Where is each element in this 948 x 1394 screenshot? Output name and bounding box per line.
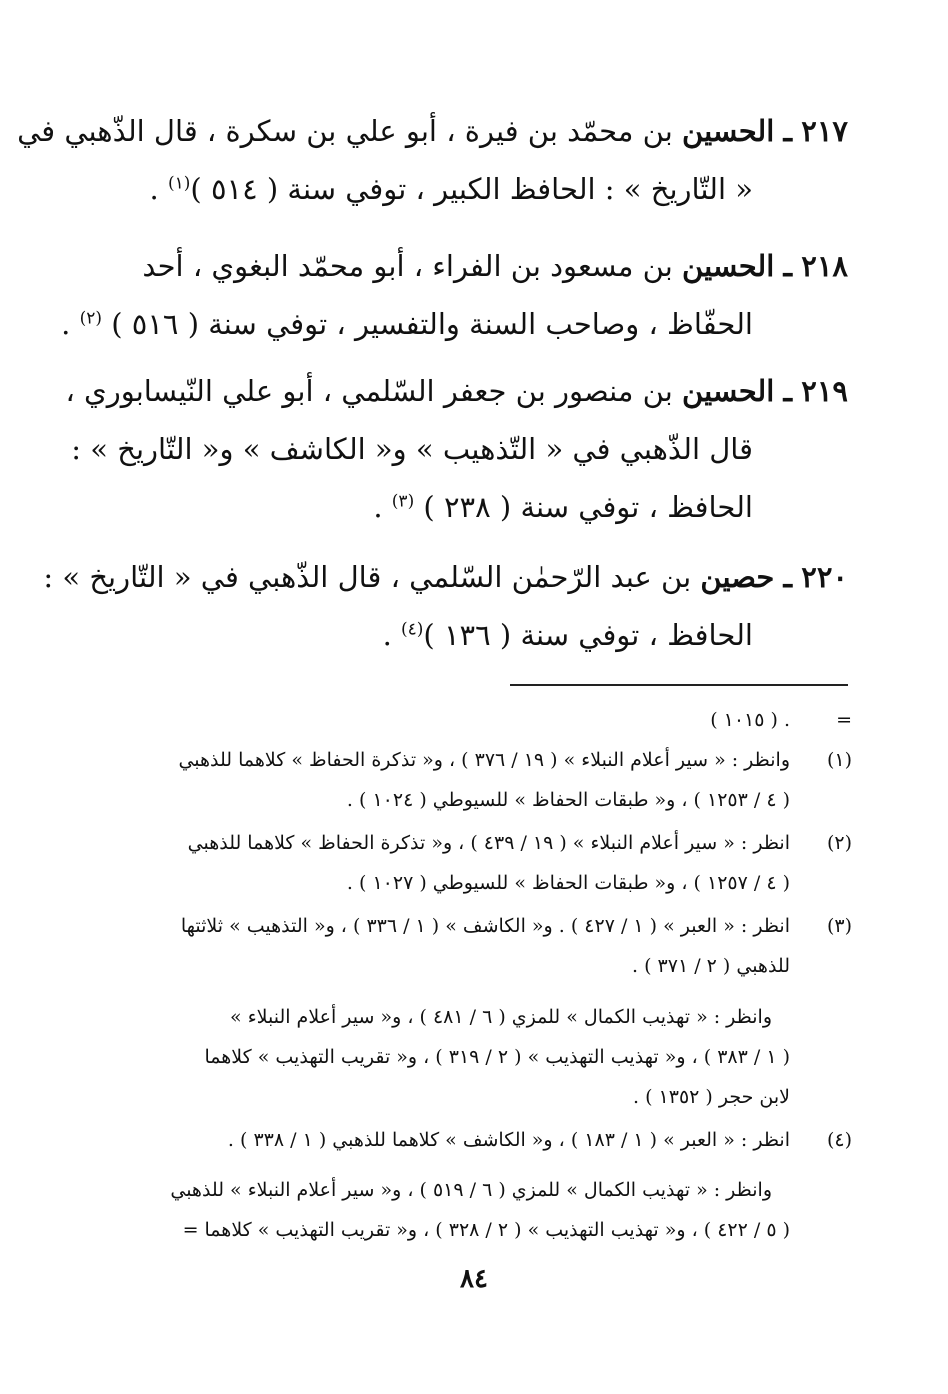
footnote: [92, 1120, 852, 1160]
footnote: [92, 906, 852, 986]
footnote-text: . ( ١٠١٥ ): [710, 709, 790, 731]
footnote-line: [92, 1037, 852, 1077]
footnote-ref: (٢): [79, 308, 102, 329]
footnote-line: [92, 906, 852, 946]
biography-entry: [17, 102, 848, 218]
footnote-paragraph: [92, 997, 852, 1117]
entry-dash: ـ: [783, 249, 793, 283]
entry-dash: ـ: [783, 560, 793, 594]
biography-entry: [61, 237, 848, 353]
footnote: [92, 740, 852, 820]
footnote-mark: (٢): [826, 832, 852, 854]
entry-tail: .: [373, 490, 383, 524]
footnote-continuation: [92, 700, 852, 740]
entry-number: ٢١٧: [801, 114, 848, 148]
footnote-text: انظر : « العبر » ( ١ / ٤٢٧ ) . و« الكاشف » ( ١ / ٣٣٦ ) ، و« التذهيب » ثلاثتها: [180, 915, 790, 937]
biography-entry: [65, 362, 848, 536]
footnote-line: [92, 1170, 852, 1210]
footnote-ref: (٣): [391, 491, 415, 512]
footnote-line: [92, 997, 852, 1037]
entry-text: بن محمّد بن فيرة ، أبو علي بن سكرة ، قال الذّهبي في: [17, 114, 673, 148]
entry-text: بن عبد الرّحمٰن السّلمي ، قال الذّهبي في « التّاريخ » :: [43, 560, 692, 594]
footnote-ref: (٤): [401, 619, 424, 640]
entry-first-line: [65, 362, 848, 420]
entry-text: بن مسعود بن الفراء ، أبو محمّد البغوي ، أحد: [142, 249, 673, 283]
entry-first-line: [98, 237, 848, 295]
footnote-text: ( ٥ / ٤٢٢ ) ، و« تهذيب التهذيب » ( ٢ / ٣٢٨ ) ، و« تقريب التهذيب » كلاهما =: [182, 1219, 790, 1241]
footnote: [92, 823, 852, 903]
entry-continuation-line: [61, 295, 848, 353]
footnote-mark: (١): [826, 749, 852, 771]
footnote-line: [92, 863, 852, 903]
footnote-text: وانظر : « تهذيب الكمال » للمزي ( ٦ / ٥١٩ ) ، و« سير أعلام النبلاء » للذهبي: [170, 1179, 772, 1201]
footnote-line: [92, 1210, 852, 1250]
footnote-text: ( ٤ / ١٢٥٧ ) ، و« طبقات الحفاظ » للسيوطي ( ١٠٢٧ ) .: [346, 872, 790, 894]
footnote-line: [92, 700, 852, 740]
footnote-line: [92, 780, 852, 820]
entry-number: ٢٢٠: [801, 560, 848, 594]
entry-text: الحافظ ، توفي سنة ( ١٣٦ ): [423, 618, 753, 652]
entry-text: « التّاريخ » : الحافظ الكبير ، توفي سنة ( ٥١٤ ): [190, 172, 753, 206]
footnote-paragraph: [92, 1170, 852, 1250]
entry-tail: .: [382, 618, 392, 652]
footnote-text: ( ١ / ٣٨٣ ) ، و« تهذيب التهذيب » ( ٢ / ٣١٩ ) ، و« تقريب التهذيب » كلاهما: [204, 1046, 790, 1068]
footnote-line: [92, 740, 852, 780]
entry-name: الحسين: [682, 114, 775, 148]
entry-number: ٢١٩: [801, 374, 848, 408]
footnote-mark: =: [836, 709, 852, 731]
entry-text: الحفّاظ ، وصاحب السنة والتفسير ، توفي سنة ( ٥١٦ ): [111, 307, 753, 341]
footnote-text: انظر : « العبر » ( ١ / ١٨٣ ) ، و« الكاشف » كلاهما للذهبي ( ١ / ٣٣٨ ) .: [227, 1129, 790, 1151]
entry-text: بن منصور بن جعفر السّلمي ، أبو علي النّيسابوري ،: [65, 374, 673, 408]
entry-text: الحافظ ، توفي سنة ( ٢٣٨ ): [423, 490, 753, 524]
footnote-ref: (١): [167, 173, 191, 194]
entry-continuation-line: [98, 606, 848, 664]
entry-first-line: [17, 102, 848, 160]
footnote-mark: (٤): [826, 1129, 852, 1151]
footnote-line: [92, 1077, 852, 1117]
footnote-text: ( ٤ / ١٢٥٣ ) ، و« طبقات الحفاظ » للسيوطي ( ١٠٢٤ ) .: [346, 789, 790, 811]
entry-continuation-line: [98, 478, 848, 536]
footnote-mark: (٣): [826, 915, 852, 937]
entry-first-line: [43, 548, 848, 606]
entry-name: الحسين: [682, 249, 775, 283]
entry-tail: .: [149, 172, 159, 206]
footnote-text: انظر : « سير أعلام النبلاء » ( ١٩ / ٤٣٩ ) ، و« تذكرة الحفاظ » كلاهما للذهبي: [187, 832, 790, 854]
footnote-line: [92, 823, 852, 863]
entry-dash: ـ: [783, 114, 793, 148]
entry-continuation-line: [98, 160, 848, 218]
entry-dash: ـ: [783, 374, 793, 408]
entry-tail: .: [61, 307, 71, 341]
entry-number: ٢١٨: [801, 249, 848, 283]
footnote-text: وانظر : « سير أعلام النبلاء » ( ١٩ / ٣٧٦ ) ، و« تذكرة الحفاظ » كلاهما للذهبي: [178, 749, 790, 771]
biography-entry: [43, 548, 848, 664]
footnote-divider: [510, 684, 848, 686]
footnote-line: [92, 1120, 852, 1160]
entry-continuation-line: [71, 420, 848, 478]
footnote-text: لابن حجر ( ١٣٥٢ ) .: [633, 1086, 790, 1108]
footnote-line: [92, 946, 852, 986]
footnote-text: وانظر : « تهذيب الكمال » للمزي ( ٦ / ٤٨١ ) ، و« سير أعلام النبلاء »: [230, 1006, 772, 1028]
page-number: ٨٤: [460, 1264, 488, 1294]
entry-name: حصين: [700, 560, 775, 594]
entry-text: قال الذّهبي في « التّذهيب » و« الكاشف » و« التّاريخ » :: [71, 432, 753, 466]
footnote-text: للذهبي ( ٢ / ٣٧١ ) .: [632, 955, 790, 977]
entry-name: الحسين: [682, 374, 775, 408]
